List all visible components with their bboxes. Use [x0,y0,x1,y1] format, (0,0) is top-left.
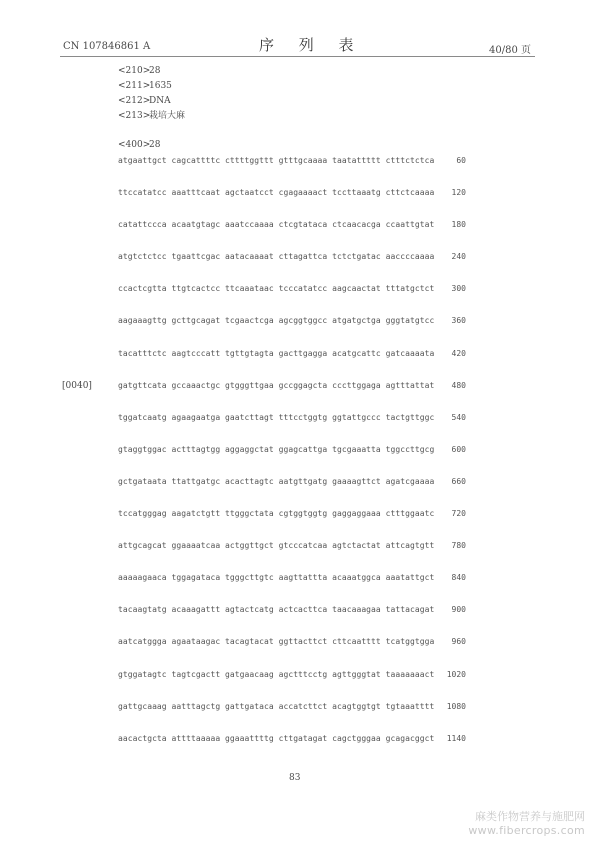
sequence-row [118,186,466,218]
sequence-row [118,507,466,539]
sequence-row [118,539,466,571]
sequence-text: aacactgcta attttaaaaa ggaaattttg cttgatagat cagctgggaa gcagacggct [118,733,435,743]
sequence-position: 420 [451,348,466,358]
sequence-position: 960 [451,637,466,647]
paragraph-number: [0040] [62,381,92,391]
meta-row-212 [118,94,185,109]
sequence-row [118,282,466,314]
sequence-position: 480 [451,380,466,390]
sequence-text: aatcatggga agaataagac tacagtacat ggttacttct cttcaatttt tcatggtgga [118,637,435,647]
sequence-text: tccatgggag aagatctgtt ttgggctata cgtggtggtg gaggaggaaa ctttggaatc [118,509,435,519]
meta-key: <212> [118,96,151,106]
sequence-row [118,475,466,507]
sequence-position: 780 [451,541,466,551]
sequence-text: gtaggtggac actttagtgg aggaggctat ggagcattga tgcgaaatta tggccttgcg [118,444,435,454]
sequence-position: 120 [451,188,466,198]
page-number: 83 [289,773,301,783]
sequence-row [118,571,466,603]
sequence-text: gctgataata ttattgatgc acacttagtc aatgttgatg gaaaagttct agatcgaaaa [118,476,435,486]
sequence-position: 540 [451,412,466,422]
patent-number: CN 107846861 A [63,41,151,52]
meta-row-213 [118,109,185,124]
sequence-row [118,154,466,186]
sequence-row [118,700,466,732]
sequence-position: 600 [451,444,466,454]
meta-value: 28 [149,66,161,76]
meta-value: DNA [149,96,171,106]
sequence-row [118,668,466,700]
sequence-text: tacaagtatg acaaagattt agtactcatg actcacttca taacaaagaa tattacagat [118,605,435,615]
sequence-text: atgtctctcc tgaattcgac aatacaaaat cttagattca tctctgatac aaccccaaaa [118,252,435,262]
sequence-text: gtggatagtc tagtcgactt gatgaacaag agctttcctg agttgggtat taaaaaaact [118,669,435,679]
sequence-position: 60 [456,156,466,165]
watermark-url: www.fibercrops.com [468,824,585,837]
sequence-position: 1020 [446,669,466,679]
sequence-text: ttccatatcc aaatttcaat agctaatcct cgagaaaact tccttaaatg cttctcaaaa [118,188,435,198]
sequence-position: 180 [451,220,466,230]
sequence-text: gattgcaaag aatttagctg gattgataca accatcttct acagtggtgt tgtaaatttt [118,701,435,711]
header-divider [60,56,535,57]
sequence-row [118,411,466,443]
sequence-header [118,140,160,150]
meta-key: <400> [118,140,151,150]
sequence-row [118,379,466,411]
sequence-position: 660 [451,476,466,486]
sequence-row [118,218,466,250]
sequence-row [118,347,466,379]
sequence-row [118,635,466,667]
meta-row-211 [118,79,185,94]
meta-key: <213> [118,111,151,121]
sequence-position: 1080 [446,701,466,711]
meta-key: <210> [118,66,151,76]
sequence-text: atgaattgct cagcattttc cttttggttt gtttgcaaaa taatattttt ctttctctca [118,156,435,165]
sequence-row [118,314,466,346]
sequence-text: tacatttctc aagtcccatt tgttgtagta gacttgagga acatgcattc gatcaaaata [118,348,435,358]
page-title: 序 列 表 [259,36,364,54]
meta-value: 栽培大麻 [149,111,186,121]
sequence-text: ccactcgtta ttgtcactcc ttcaaataac tcccatatcc aagcaactat tttatgctct [118,284,435,294]
meta-value: 1635 [149,81,172,91]
watermark-site-name: 麻类作物营养与施肥网 [475,810,585,823]
page-header [0,0,595,60]
meta-value: 28 [149,140,161,150]
sequence-row [118,732,466,764]
sequence-position: 840 [451,573,466,583]
sequence-text: tggatcaatg agaagaatga gaatcttagt tttcctggtg ggtattgccc tactgttggc [118,412,435,422]
meta-row-210 [118,64,185,79]
sequence-position: 900 [451,605,466,615]
sequence-position: 1140 [446,733,466,743]
sequence-position: 720 [451,509,466,519]
sequence-row [118,250,466,282]
sequence-position: 240 [451,252,466,262]
sequence-text: catattccca acaatgtagc aaatccaaaa ctcgtataca ctcaacacga ccaattgtat [118,220,435,230]
sequence-position: 300 [451,284,466,294]
watermark [468,808,585,837]
sequence-text: gatgttcata gccaaactgc gtgggttgaa gccggagcta cccttggaga agtttattat [118,380,435,390]
sequence-position: 360 [451,316,466,326]
sequence-text: attgcagcat ggaaaatcaa actggttgct gtcccatcaa agtctactat attcagtgtt [118,541,435,551]
sequence-text: aagaaagttg gcttgcagat tcgaactcga agcggtggcc atgatgctga gggtatgtcc [118,316,435,326]
page-reference: 40/80 页 [489,45,531,56]
sequence-row [118,443,466,475]
sequence-text: aaaaagaaca tggagataca tgggcttgtc aagttattta acaaatggca aaatattgct [118,573,435,583]
sequence-listing [118,154,466,764]
meta-key: <211> [118,81,151,91]
sequence-row [118,603,466,635]
sequence-metadata [118,64,185,124]
